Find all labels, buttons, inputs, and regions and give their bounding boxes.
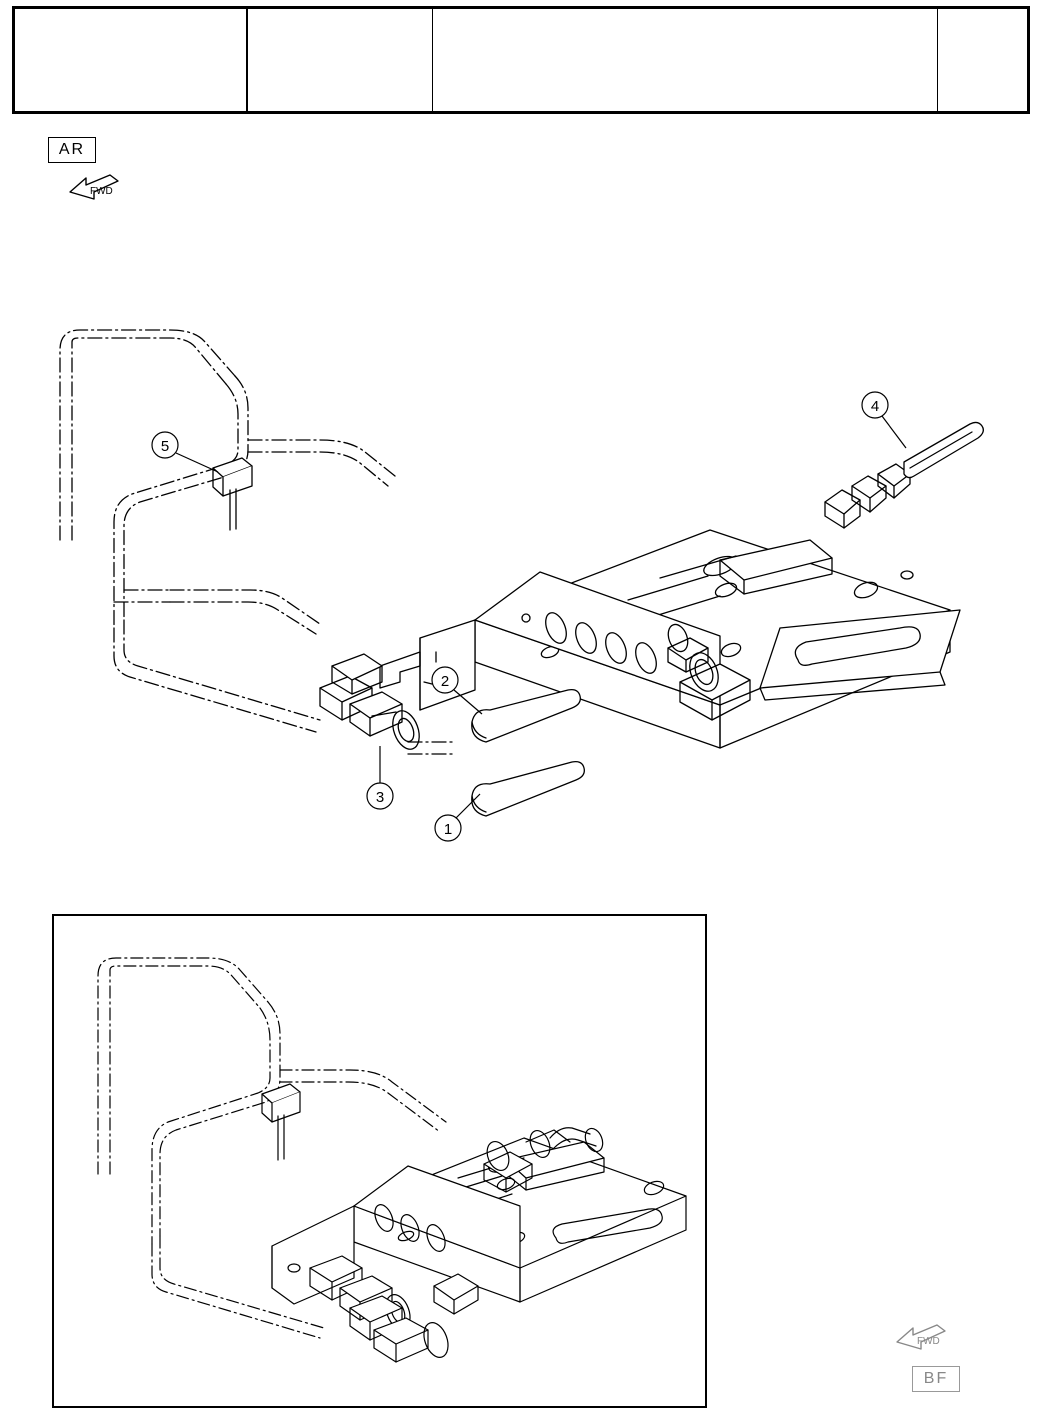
fwd-arrow-icon xyxy=(893,1318,951,1364)
header-table xyxy=(12,6,1030,114)
bf-tag: BF xyxy=(912,1366,960,1392)
callout-label-1: 1 xyxy=(443,821,453,838)
callout-label-2: 2 xyxy=(440,673,450,690)
hydraulic-assembly-diagram xyxy=(20,290,1020,870)
table-cell-c xyxy=(432,60,937,111)
callout-label-4: 4 xyxy=(870,398,880,415)
ar-tag: AR xyxy=(48,137,96,163)
callout-label-3: 3 xyxy=(375,789,385,806)
fwd-arrow-label: FWD xyxy=(90,186,113,197)
table-cell-c xyxy=(432,9,937,60)
callout-label-5: 5 xyxy=(160,438,170,455)
table-cell-b xyxy=(247,9,432,60)
table-cell-a xyxy=(15,60,247,111)
table-cell-b xyxy=(247,60,432,111)
fwd-arrow-icon xyxy=(66,168,124,214)
table-cell-d xyxy=(937,60,1027,111)
installed-view-box xyxy=(52,914,707,1408)
installed-view-diagram xyxy=(54,916,705,1406)
table-cell-d xyxy=(937,9,1027,60)
table-row xyxy=(15,60,1027,111)
fwd-arrow-label: FWD xyxy=(917,1336,940,1347)
table-cell-a xyxy=(15,9,247,60)
table-row xyxy=(15,9,1027,60)
